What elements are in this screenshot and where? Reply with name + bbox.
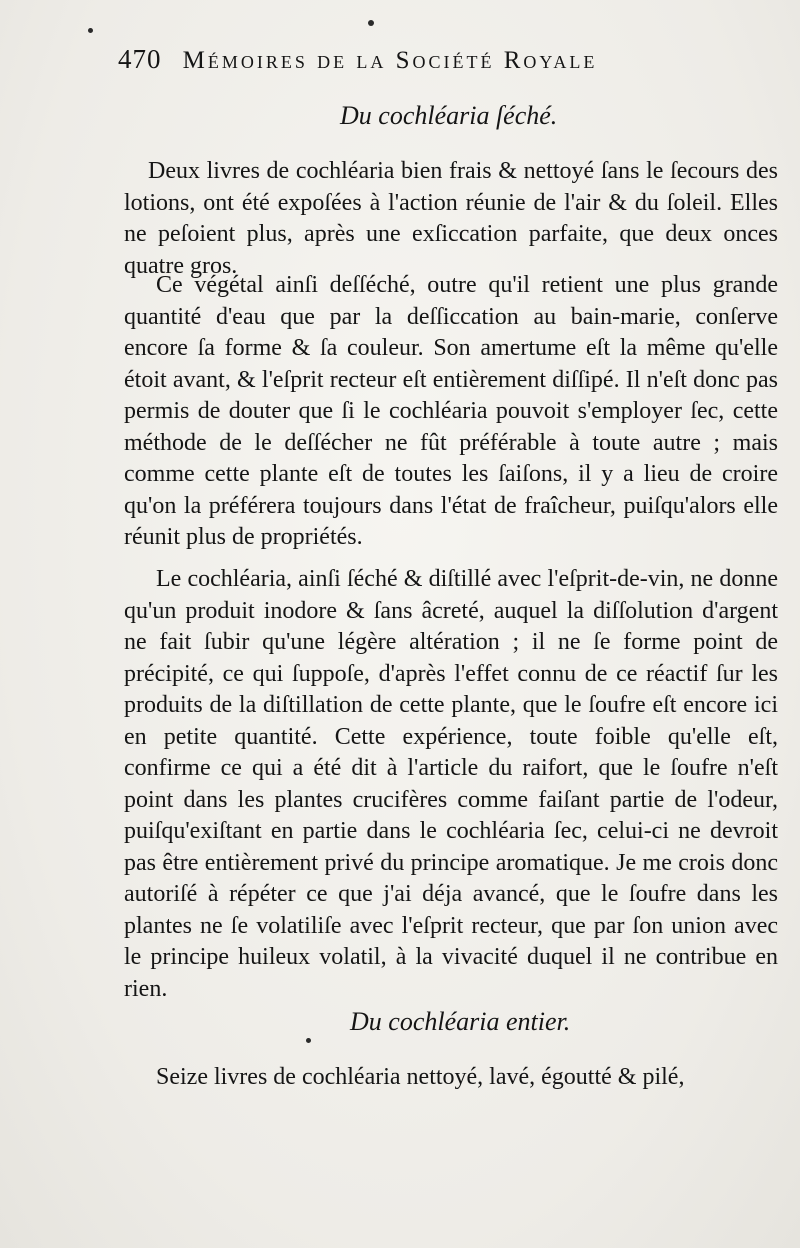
paragraph: Seize livres de cochléaria nettoyé, lavé, égoutté & pilé, bbox=[156, 1064, 685, 1090]
page-number: 470 bbox=[118, 44, 162, 74]
ink-speck bbox=[88, 28, 93, 33]
running-head bbox=[118, 44, 718, 84]
paragraph: Ce végétal ainſi deſſéché, outre qu'il retient une plus grande quantité d'eau que par la deſſiccation au bain-marie, conſerve encore ſa forme & ſa couleur. Son amertume eſt la même qu'elle étoit avant, & l'eſprit recteur eſt entièrement diſſipé. Il n'eſt donc pas permis de douter que ſi le cochléaria pouvoit s'employer ſec, cette méthode de le deſſécher ne fût préférable à toute autre ; mais comme cette plante eſt de toutes les ſaiſons, il y a lieu de croire qu'on la préférera toujours dans l'état de fraîcheur, puiſqu'alors elle réunit plus de propriétés. bbox=[124, 272, 778, 550]
running-title: Mémoires de la Société Royale bbox=[182, 47, 598, 74]
ink-speck bbox=[368, 20, 374, 26]
paragraph: Deux livres de cochléaria bien frais & nettoyé ſans le ſecours des lotions, ont été expoſées à l'action réunie de l'air & du ſoleil. Elles ne peſoient plus, après une exſiccation parfaite, que deux onces quatre gros. bbox=[124, 158, 778, 279]
section-title-dried: Du cochléaria ſéché. bbox=[340, 101, 558, 130]
section-title-whole: Du cochléaria entier. bbox=[350, 1007, 571, 1036]
ink-speck bbox=[306, 1038, 311, 1043]
paragraph: Le cochléaria, ainſi ſéché & diſtillé avec l'eſprit-de-vin, ne donne qu'un produit inodore & ſans âcreté, auquel la diſſolution d'argent ne fait ſubir qu'une légère altération ; il ne ſe forme point de précipité, ce qui ſuppoſe, d'après l'effet connu de ce réactif ſur les produits de la diſtillation de cette plante, que le ſoufre eſt encore ici en petite quantité. Cette expérience, toute foible qu'elle eſt, confirme ce qui a été dit à l'article du raifort, que le ſoufre n'eſt point dans les plantes crucifères comme faiſant partie de l'odeur, puiſqu'exiſtant en partie dans le cochléaria ſec, celui-ci ne devroit pas être entièrement privé du principe aromatique. Je me crois donc autoriſé à répéter ce que j'ai déja avancé, que le ſoufre dans les plantes ne ſe volatiliſe avec l'eſprit recteur, que par ſon union avec le principe huileux volatil, à la vivacité duquel il ne contribue en rien. bbox=[124, 566, 778, 1002]
